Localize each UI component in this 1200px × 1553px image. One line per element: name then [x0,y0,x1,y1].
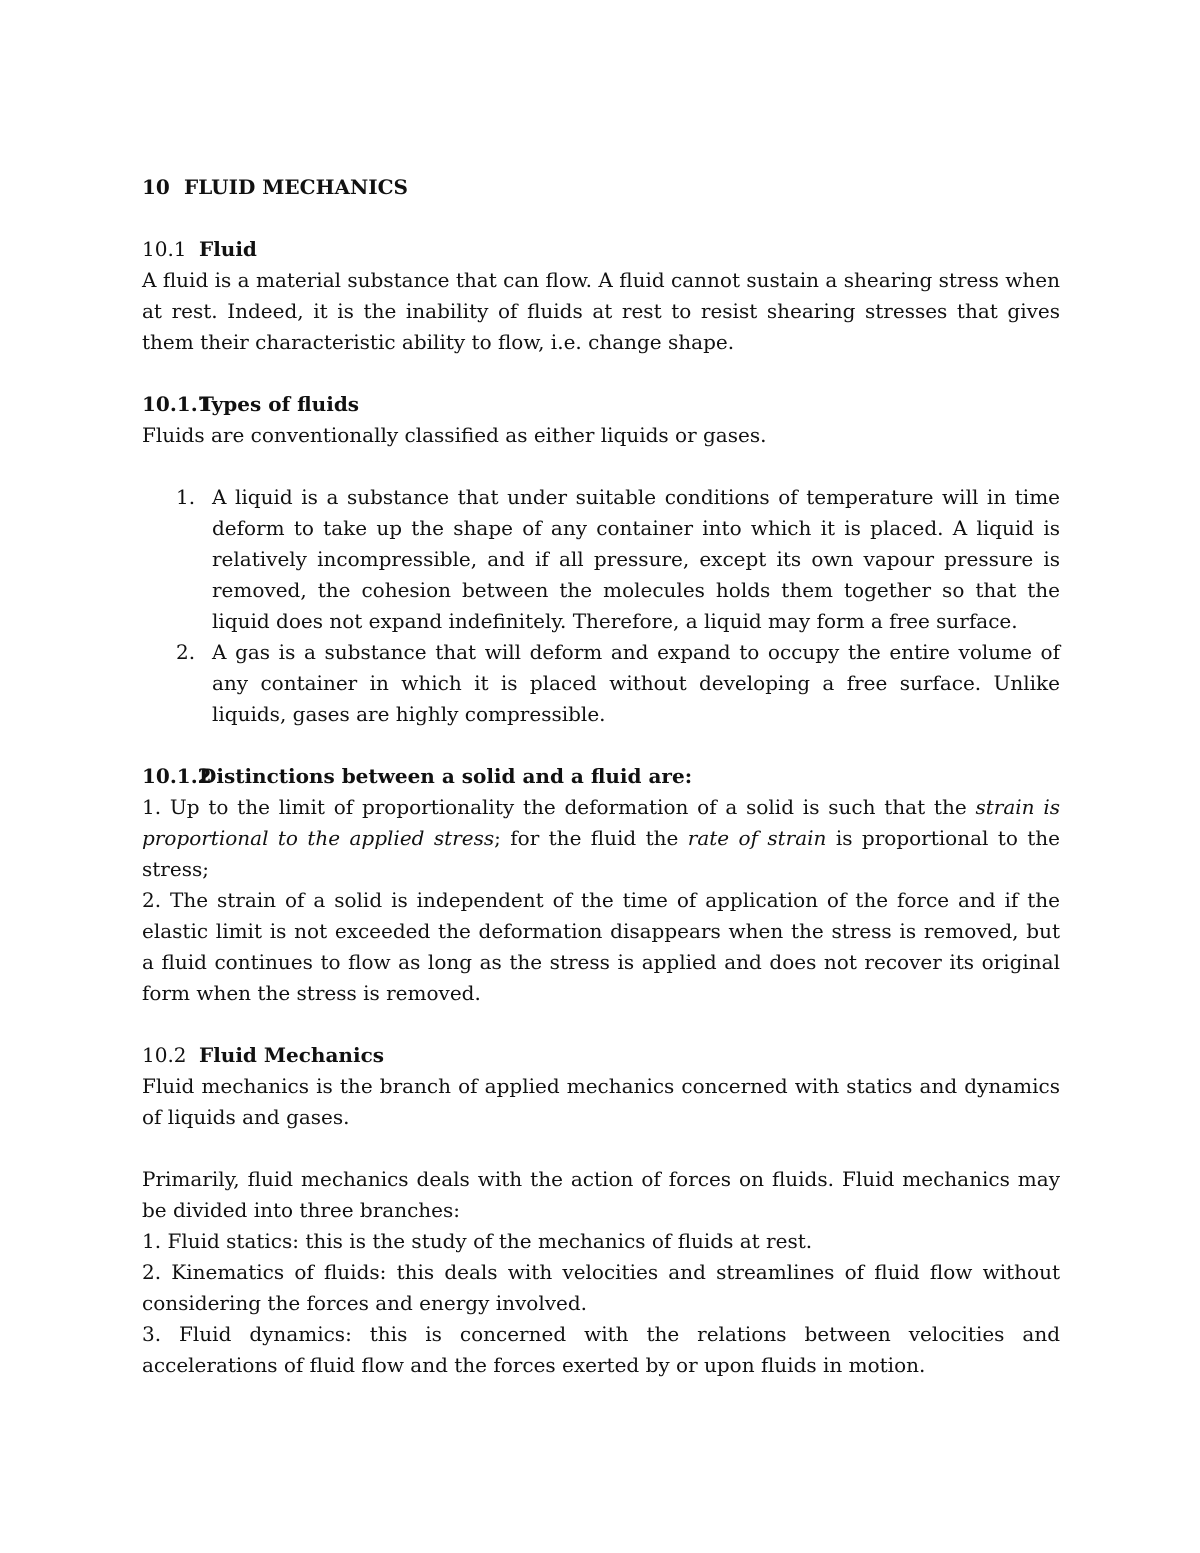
section-10-2-body: Fluid mechanics is the branch of applied mechanics concerned with statics and dynamics of liquids and gases. [142,1074,1060,1129]
branch-1: 1. Fluid statics: this is the study of the mechanics of fluids at rest. [142,1229,813,1253]
list-item [142,482,1060,637]
fluid-types-list [142,482,1060,730]
distinction-1-italic-b: rate of strain [687,826,827,850]
section-10-1-1-heading [142,389,1060,420]
branch-3: 3. Fluid dynamics: this is concerned with the relations between velocities and accelerations of fluid flow and the forces exerted by or upon fluids in motion. [142,1322,1060,1377]
list-item [142,637,1060,730]
section-10-2-heading [142,1040,1060,1071]
distinction-2: 2. The strain of a solid is independent of the time of application of the force and if the elastic limit is not exceeded the deformation disappears when the stress is removed, but a fluid continues to flow as long as the stress is applied and does not recover its original form when the stress is removed. [142,888,1060,1005]
distinction-1-text-c: is proportional to the stress; [142,826,1061,881]
section-10-1-1-title: Types of fluids [199,392,360,416]
section-10-2-title: Fluid Mechanics [199,1043,384,1067]
section-10-1-2-number: 10.1.2 [142,764,212,788]
section-10-1-1-number: 10.1.1 [142,392,212,416]
distinction-1 [142,792,1060,885]
section-10-1-heading [142,234,1060,265]
distinction-1-text-a: 1. Up to the limit of proportionality the deformation of a solid is such that the [142,795,976,819]
chapter-heading [142,172,1060,203]
section-10-1-title: Fluid [199,237,257,261]
section-10-1-1-intro: Fluids are conventionally classified as either liquids or gases. [142,423,767,447]
list-marker: 2. [176,640,196,664]
chapter-title: FLUID MECHANICS [184,175,408,199]
distinction-1-italic-a: strain is proportional to the applied stress [142,795,1060,850]
distinction-1-text-b: ; for the fluid the [494,826,688,850]
section-10-1-2-title: Distinctions between a solid and a fluid are: [199,764,693,788]
section-10-2-number: 10.2 [142,1043,187,1067]
section-10-1-number: 10.1 [142,237,187,261]
list-marker: 1. [176,485,196,509]
list-item-text: A liquid is a substance that under suitable conditions of temperature will in time deform to take up the shape of any container into which it is placed. A liquid is relatively incompressible, and if all pressure, except its own vapour pressure is removed, the cohesion between the molecules holds them together so that the liquid does not expand indefinitely. Therefore, a liquid may form a free surface. [212,485,1060,633]
section-10-1-body: A fluid is a material substance that can flow. A fluid cannot sustain a shearing stress when at rest. Indeed, it is the inability of fluids at rest to resist shearing stresses that gives them their characteristic ability to flow, i.e. change shape. [142,268,1060,354]
branch-2: 2. Kinematics of fluids: this deals with velocities and streamlines of fluid flow without considering the forces and energy involved. [142,1260,1060,1315]
list-item-text: A gas is a substance that will deform and expand to occupy the entire volume of any container in which it is placed without developing a free surface. Unlike liquids, gases are highly compressible. [212,640,1060,726]
chapter-number: 10 [142,175,170,199]
section-10-1-2-heading [142,761,1060,792]
section-10-2-paragraph-2: Primarily, fluid mechanics deals with the action of forces on fluids. Fluid mechanics may be divided into three branches: [142,1167,1060,1222]
document-page [142,172,1060,1381]
